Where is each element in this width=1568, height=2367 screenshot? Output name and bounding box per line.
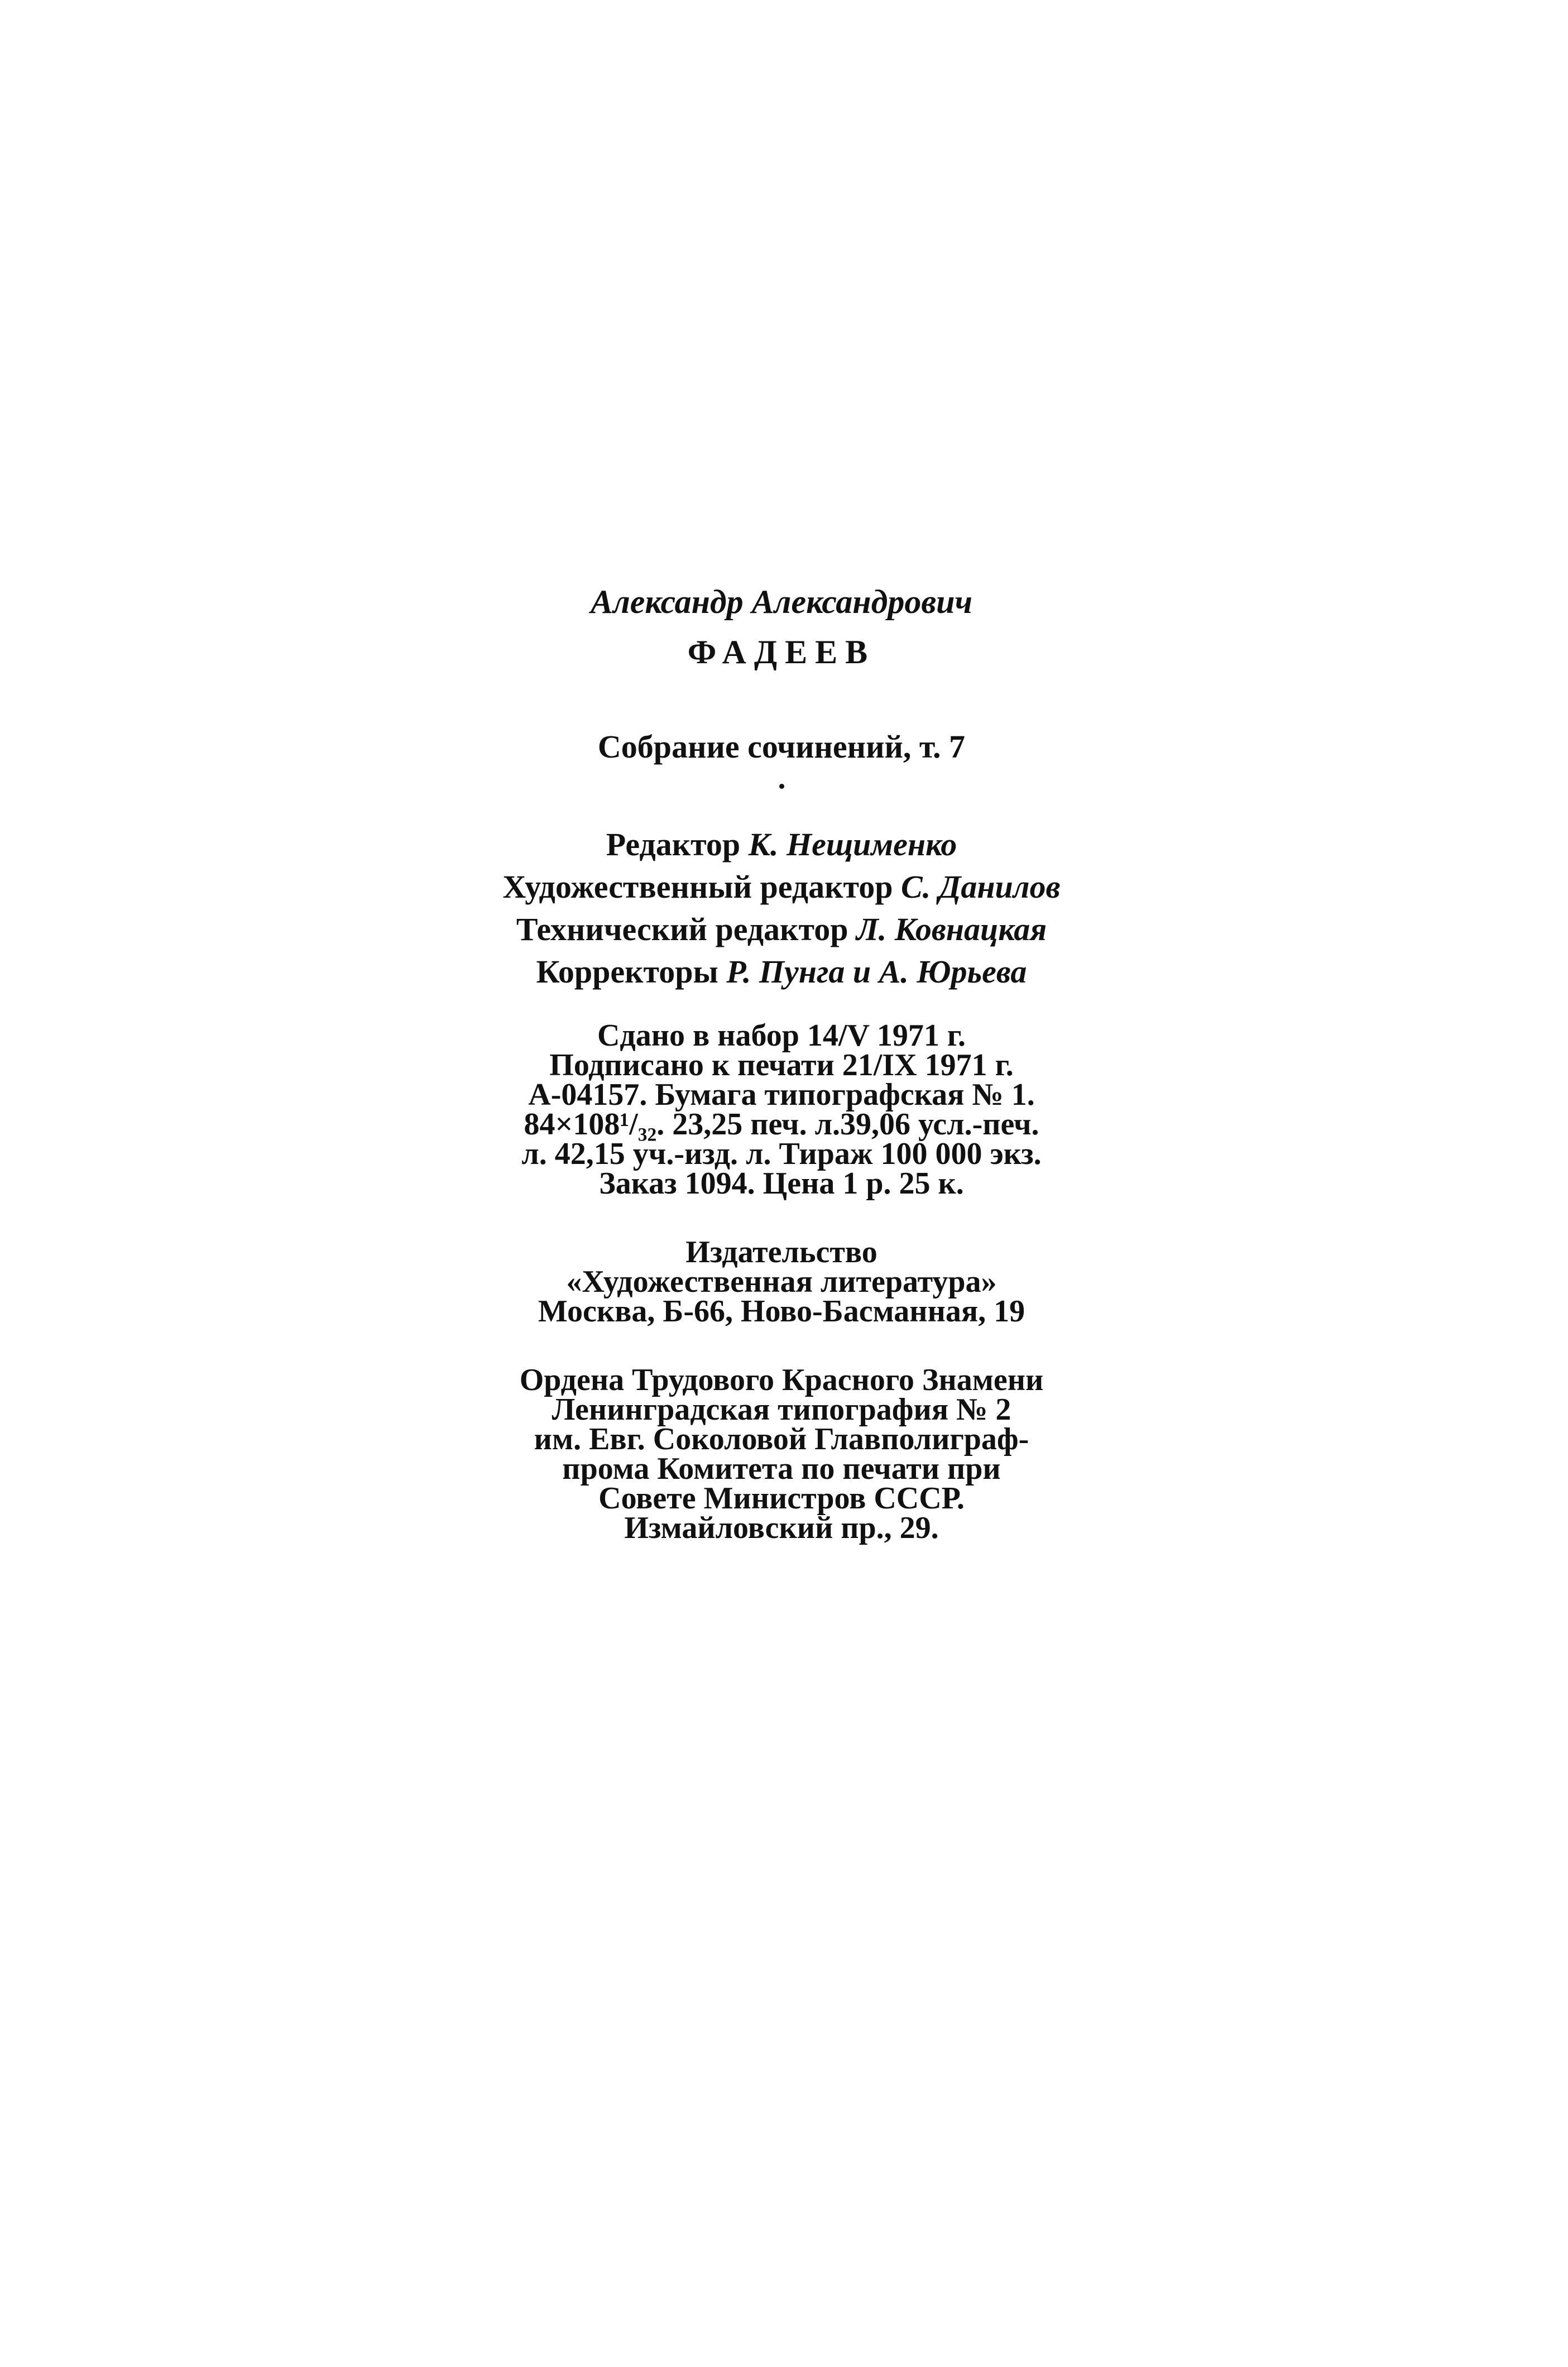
printer-line: им. Евг. Соколовой Главполиграф-: [534, 1422, 1029, 1456]
printer-line: Ордена Трудового Красного Знамени: [519, 1363, 1044, 1397]
print-data-line: Сдано в набор 14/V 1971 г.: [597, 1018, 966, 1053]
staff-person: К. Нещименко: [748, 826, 957, 863]
printer-line: Совете Министров СССР.: [598, 1481, 965, 1516]
print-data-line: л. 42,15 уч.-изд. л. Тираж 100 000 экз.: [521, 1137, 1042, 1171]
print-data-line: Подписано к печати 21/IX 1971 г.: [549, 1048, 1014, 1082]
staff-line-art-editor: [447, 866, 1116, 908]
staff-person: Р. Пунга и А. Юрьева: [726, 953, 1027, 990]
staff-role: Технический редактор: [516, 911, 848, 947]
staff-line-proofreaders: [447, 951, 1116, 993]
author-surname: ФАДЕЕВ: [687, 634, 876, 670]
print-data: [447, 1018, 1116, 1201]
printer-line: Измайловский пр., 29.: [624, 1511, 939, 1545]
publisher-line: Издательство: [685, 1235, 877, 1269]
staff-person: Л. Ковнацкая: [856, 911, 1047, 947]
staff-role: Корректоры: [536, 953, 718, 990]
print-data-line: Заказ 1094. Цена 1 р. 25 к.: [599, 1166, 964, 1201]
printer-info: [447, 1365, 1116, 1543]
publisher-info: [447, 1235, 1116, 1329]
separator-dot: [779, 784, 784, 789]
staff-person: С. Данилов: [901, 869, 1061, 905]
publisher-line: Москва, Б-66, Ново-Басманная, 19: [538, 1294, 1025, 1329]
staff-role: Художественный редактор: [502, 869, 893, 905]
print-data-line: А-04157. Бумага типографская № 1.: [528, 1077, 1035, 1112]
print-data-line: 84×108¹/₃₂. 23,25 печ. л.39,06 усл.-печ.: [524, 1107, 1039, 1142]
publisher-line: «Художественная литература»: [566, 1264, 997, 1299]
printer-line: Ленинградская типография № 2: [552, 1392, 1011, 1427]
author-name: Александр Александрович: [590, 583, 973, 620]
colophon: [447, 581, 1116, 1543]
work-title: Собрание сочинений, т. 7: [597, 729, 966, 765]
printer-line: прома Комитета по печати при: [562, 1451, 1001, 1486]
staff-line-tech-editor: [447, 908, 1116, 951]
staff-role: Редактор: [606, 826, 741, 863]
staff-credits: [447, 823, 1116, 993]
staff-line-editor: [447, 823, 1116, 866]
